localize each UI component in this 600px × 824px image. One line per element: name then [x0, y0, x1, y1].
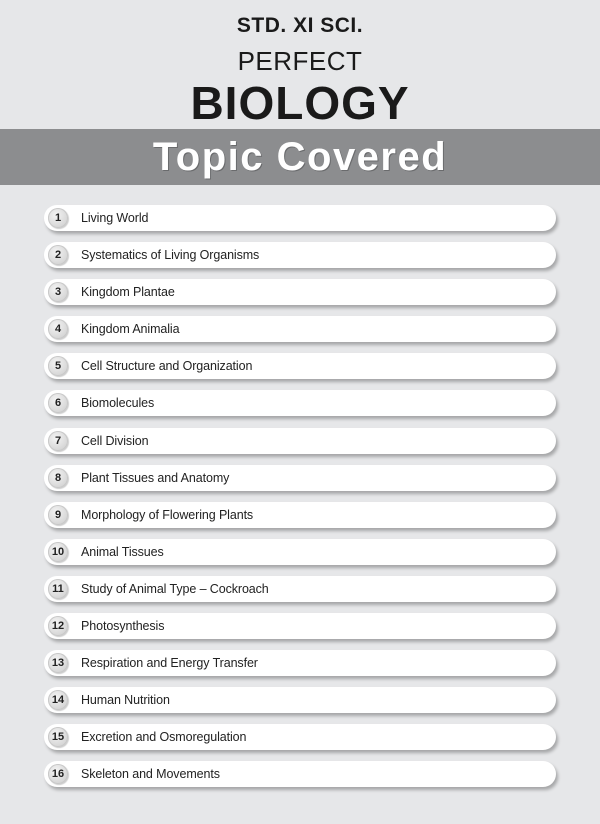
- topic-item: [44, 205, 556, 231]
- topic-label: Biomolecules: [81, 396, 155, 411]
- topic-item: [44, 613, 556, 639]
- topic-number-badge: 9: [48, 505, 68, 525]
- topic-number-badge: 13: [48, 653, 68, 673]
- topic-item: [44, 687, 556, 713]
- series-label: PERFECT: [237, 46, 363, 76]
- standard-label: STD. XI SCI.: [236, 14, 364, 37]
- topic-number-badge: 3: [48, 282, 68, 302]
- topic-item: [44, 242, 556, 268]
- topic-number-badge: 15: [48, 727, 68, 747]
- subject-title: BIOLOGY: [190, 77, 410, 129]
- topic-number-badge: 1: [48, 208, 68, 228]
- topic-label: Skeleton and Movements: [81, 767, 220, 782]
- topic-number-badge: 10: [48, 542, 68, 562]
- topic-label: Kingdom Plantae: [81, 285, 175, 300]
- topic-item: [44, 576, 556, 602]
- topic-item: [44, 465, 556, 491]
- topic-label: Kingdom Animalia: [81, 322, 180, 337]
- topic-label: Study of Animal Type – Cockroach: [81, 581, 269, 596]
- topic-item: [44, 279, 556, 305]
- topic-label: Living World: [81, 211, 149, 225]
- topic-number-badge: 12: [48, 616, 68, 636]
- topic-number-badge: 16: [48, 764, 68, 784]
- topic-number-badge: 4: [48, 319, 68, 339]
- topic-label: Systematics of Living Organisms: [81, 248, 260, 263]
- topic-number-badge: 14: [48, 690, 68, 710]
- topic-item: [44, 390, 556, 416]
- topic-label: Animal Tissues: [81, 544, 164, 559]
- topic-item: [44, 539, 556, 565]
- topic-item: [44, 724, 556, 750]
- topic-number-badge: 8: [48, 468, 68, 488]
- topic-number-badge: 11: [48, 579, 68, 599]
- banner-title: Topic Covered: [152, 134, 448, 179]
- topic-item: [44, 316, 556, 342]
- topic-label: Photosynthesis: [81, 619, 165, 634]
- topic-item: [44, 650, 556, 676]
- topic-label: Respiration and Energy Transfer: [81, 656, 258, 671]
- topic-number-badge: 6: [48, 393, 68, 413]
- topic-item: [44, 353, 556, 379]
- topic-label: Cell Division: [81, 433, 149, 448]
- topic-number-badge: 7: [48, 431, 68, 451]
- topic-label: Plant Tissues and Anatomy: [81, 470, 230, 485]
- topic-label: Cell Structure and Organization: [81, 359, 253, 374]
- topic-item: [44, 428, 556, 454]
- topic-item: [44, 761, 556, 787]
- topic-banner: [0, 129, 600, 185]
- topic-number-badge: 2: [48, 245, 68, 265]
- topic-label: Morphology of Flowering Plants: [81, 507, 254, 522]
- topic-label: Human Nutrition: [81, 693, 170, 708]
- topic-label: Excretion and Osmoregulation: [81, 730, 247, 745]
- topic-item: [44, 502, 556, 528]
- topic-list: [44, 205, 556, 799]
- topic-number-badge: 5: [48, 356, 68, 376]
